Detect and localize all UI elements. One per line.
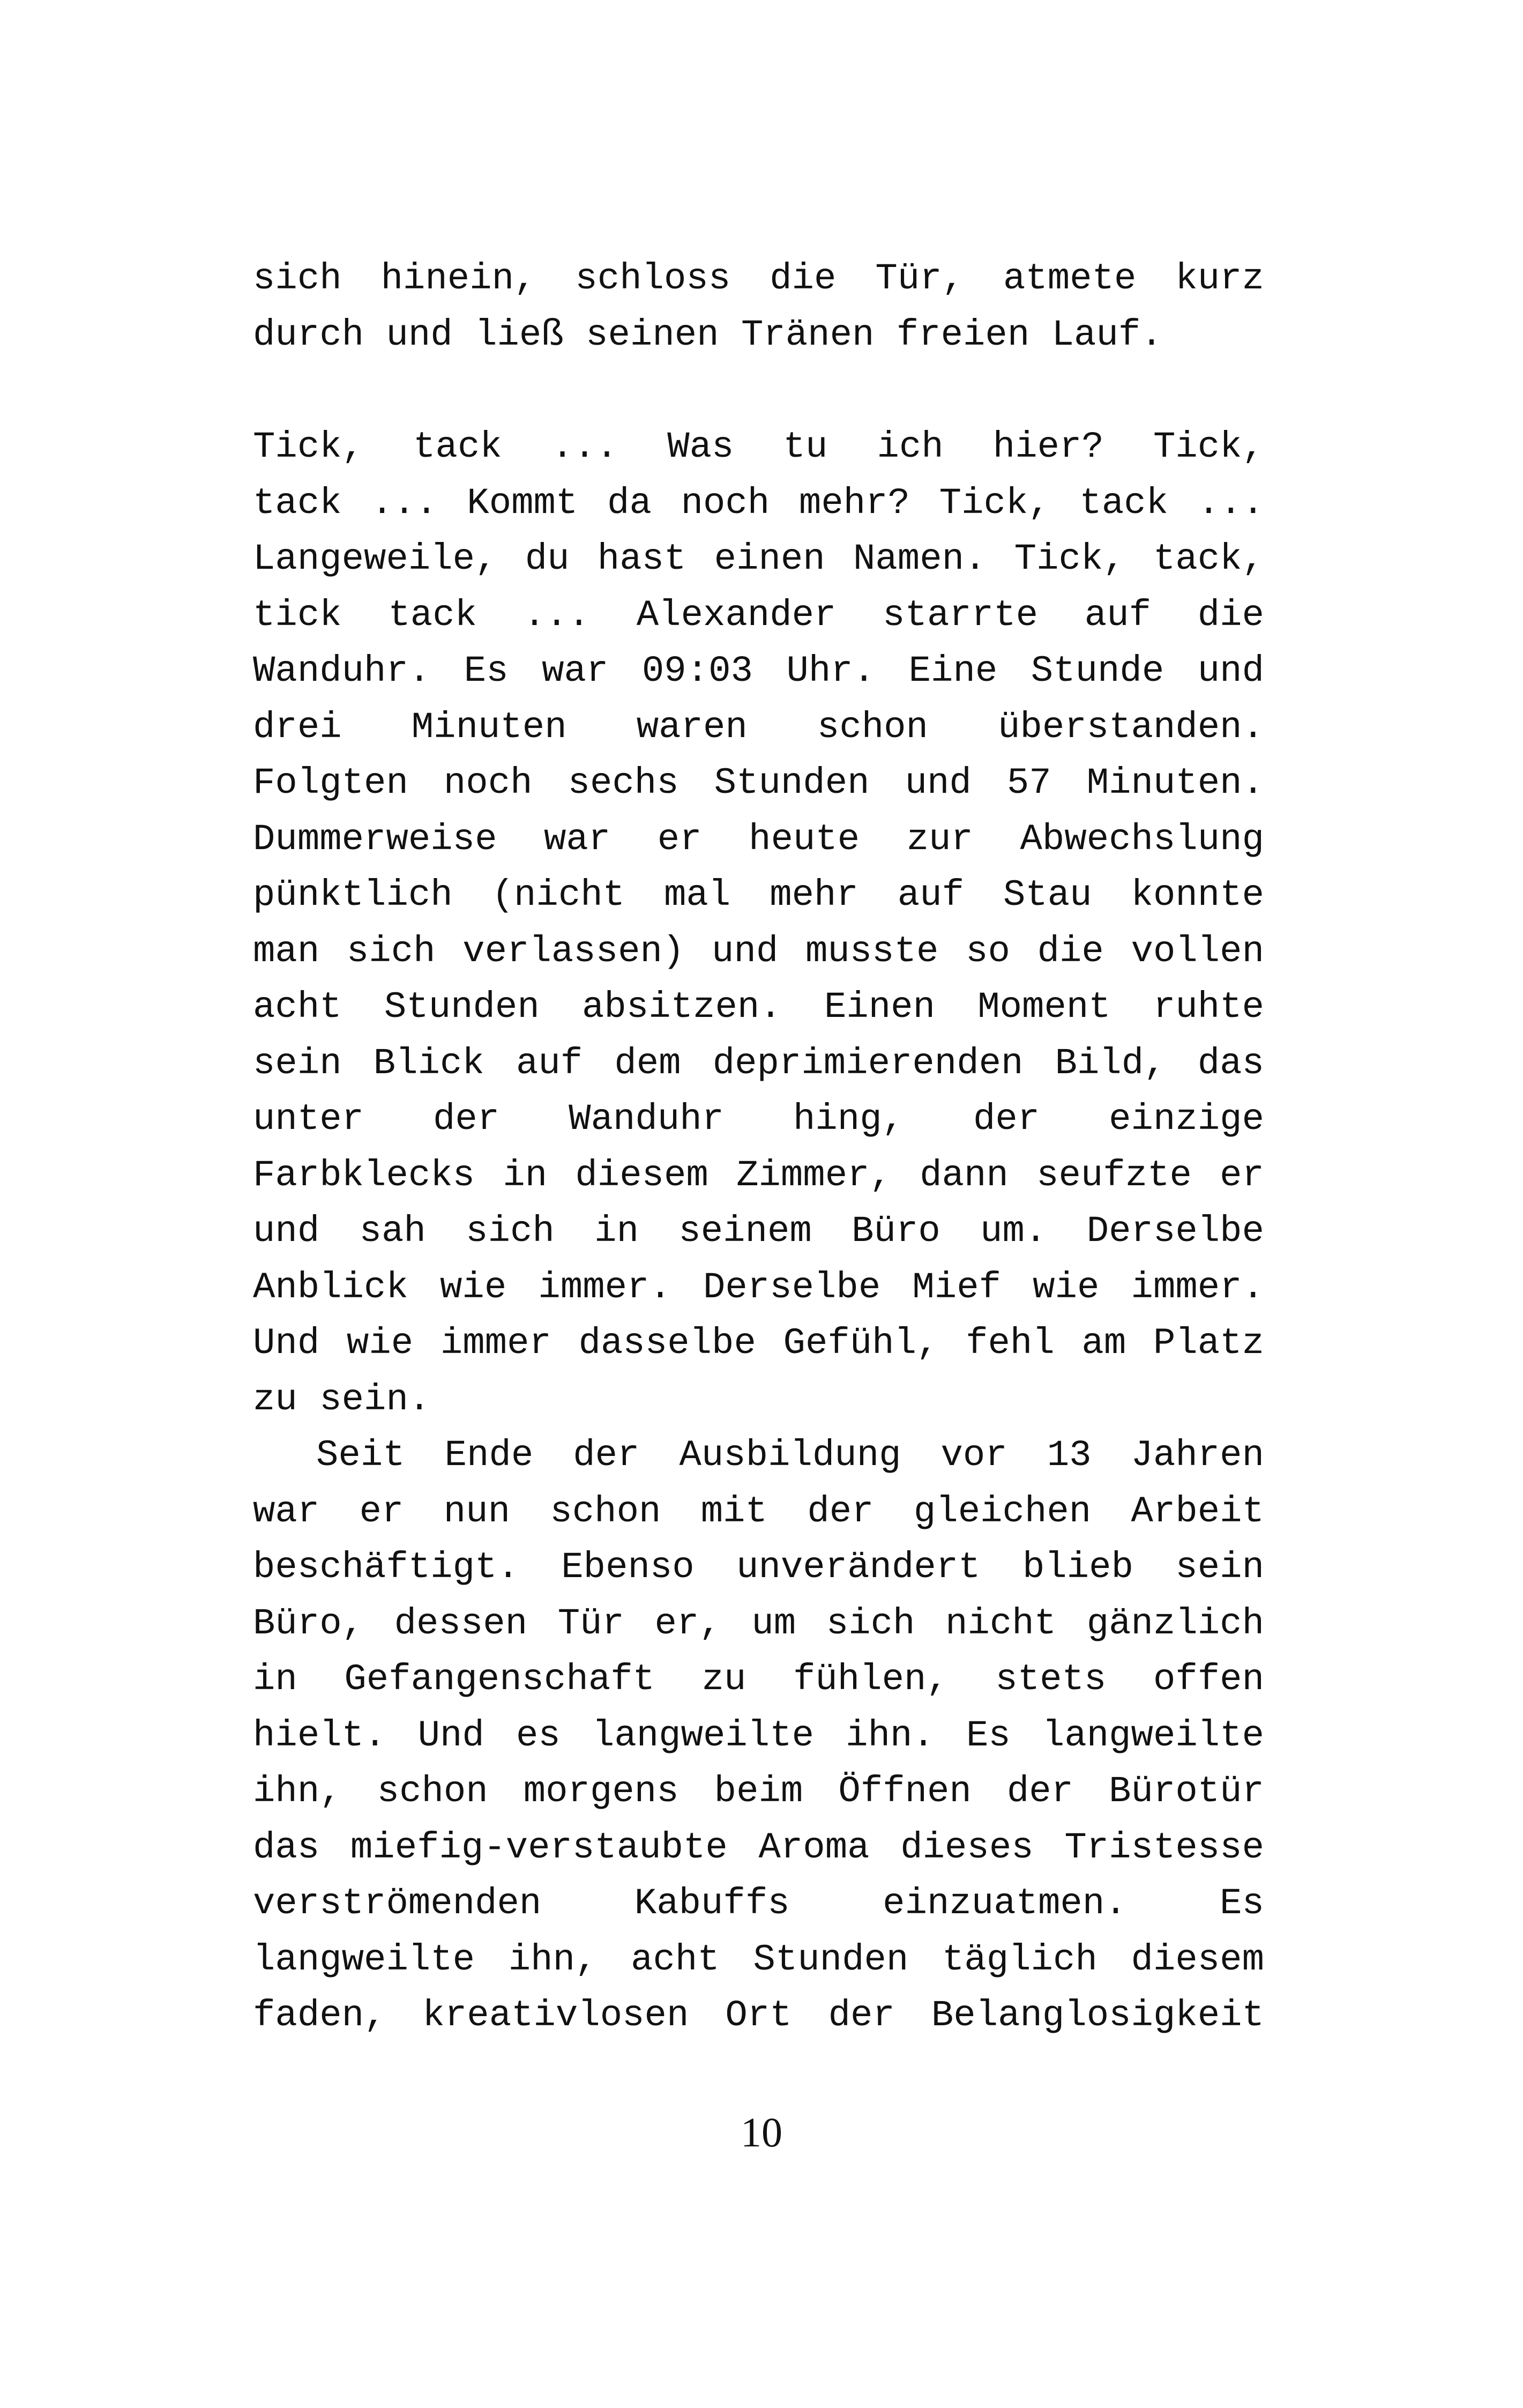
paragraph-1	[253, 251, 1264, 363]
text-line: Langeweile, du hast einen Namen. Tick, tack,	[253, 538, 1264, 580]
text-line: unter der Wanduhr hing, der einzige	[253, 1098, 1264, 1140]
paragraph-3	[253, 1428, 1264, 2044]
text-line: tack ... Kommt da noch mehr? Tick, tack ...	[253, 482, 1264, 524]
text-line: verströmenden Kabuffs einzuatmen. Es	[253, 1883, 1264, 1924]
text-line: sein Blick auf dem deprimierenden Bild, das	[253, 1042, 1264, 1084]
text-line: Dummerweise war er heute zur Abwechslung	[253, 818, 1264, 860]
text-line: Anblick wie immer. Derselbe Mief wie immer.	[253, 1266, 1264, 1309]
text-line: langweilte ihn, acht Stunden täglich diesem	[253, 1938, 1264, 1981]
text-line: Tick, tack ... Was tu ich hier? Tick,	[253, 426, 1264, 468]
text-line: das miefig-verstaubte Aroma dieses Tristesse	[253, 1826, 1264, 1869]
text-line: Wanduhr. Es war 09:03 Uhr. Eine Stunde und	[253, 650, 1264, 692]
text-line: Folgten noch sechs Stunden und 57 Minuten.	[253, 762, 1264, 804]
text-line: acht Stunden absitzen. Einen Moment ruhte	[253, 986, 1264, 1028]
text-line: durch und ließ seinen Tränen freien Lauf.	[253, 314, 1163, 356]
text-line: drei Minuten waren schon überstanden.	[253, 706, 1264, 748]
text-line: in Gefangenschaft zu fühlen, stets offen	[253, 1659, 1264, 1700]
text-line: Büro, dessen Tür er, um sich nicht gänzlich	[253, 1602, 1264, 1645]
text-line: Und wie immer dasselbe Gefühl, fehl am Platz	[253, 1322, 1264, 1364]
paragraph-2	[253, 419, 1264, 1428]
text-line: Seit Ende der Ausbildung vor 13 Jahren	[316, 1435, 1264, 1476]
text-line: zu sein.	[253, 1378, 431, 1421]
text-line: und sah sich in seinem Büro um. Derselbe	[253, 1210, 1264, 1252]
text-line: beschäftigt. Ebenso unverändert blieb sein	[253, 1547, 1264, 1588]
text-line: faden, kreativlosen Ort der Belanglosigkeit	[253, 1995, 1264, 2037]
text-line: ihn, schon morgens beim Öffnen der Bürotür	[253, 1771, 1264, 1812]
text-line: pünktlich (nicht mal mehr auf Stau konnte	[253, 874, 1264, 916]
text-line: man sich verlassen) und musste so die vollen	[253, 930, 1264, 972]
page-number: 10	[741, 2109, 782, 2156]
text-line: sich hinein, schloss die Tür, atmete kurz	[253, 258, 1264, 300]
text-line: Farbklecks in diesem Zimmer, dann seufzte er	[253, 1154, 1264, 1196]
body-text	[253, 419, 1264, 2044]
text-line: tick tack ... Alexander starrte auf die	[253, 594, 1264, 636]
text-line: war er nun schon mit der gleichen Arbeit	[253, 1490, 1264, 1533]
text-line: hielt. Und es langweilte ihn. Es langweilte	[253, 1714, 1264, 1757]
